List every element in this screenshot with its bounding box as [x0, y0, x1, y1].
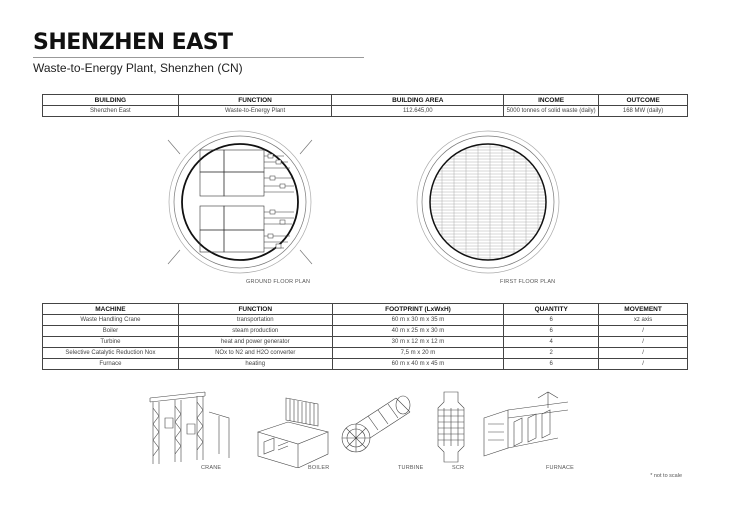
cell-movement: /	[599, 337, 688, 348]
cell-quantity: 2	[504, 348, 599, 359]
cell-function: Waste-to-Energy Plant	[178, 106, 332, 117]
cell-machine: Boiler	[43, 326, 179, 337]
roof-grid	[424, 142, 552, 262]
header-building: BUILDING	[43, 95, 179, 106]
cell-building: Shenzhen East	[43, 106, 179, 117]
crane-drawing	[145, 388, 235, 468]
header-income: INCOME	[504, 95, 599, 106]
boiler-caption: BOILER	[308, 465, 330, 471]
turbine-drawing	[338, 390, 418, 466]
table-header-row	[43, 304, 688, 315]
cell-machine: Waste Handling Crane	[43, 315, 179, 326]
cell-building-area: 112.645,00	[332, 106, 504, 117]
cell-footprint: 30 m x 12 m x 12 m	[332, 337, 504, 348]
first-floor-plan	[404, 126, 574, 284]
table-row	[43, 315, 688, 326]
boiler-drawing	[248, 392, 338, 468]
scale-note: * not to scale	[650, 473, 682, 479]
header-footprint: FOOTPRINT (LxWxH)	[332, 304, 504, 315]
crane-caption: CRANE	[201, 465, 222, 471]
furnace-caption: FURNACE	[546, 465, 574, 471]
header-function: FUNCTION	[178, 95, 332, 106]
page-subtitle: Waste-to-Energy Plant, Shenzhen (CN)	[33, 61, 243, 75]
cell-machine: Selective Catalytic Reduction Nox	[43, 348, 179, 359]
turbine-caption: TURBINE	[398, 465, 424, 471]
table-header-row	[43, 95, 688, 106]
cell-machine: Turbine	[43, 337, 179, 348]
header-machine: MACHINE	[43, 304, 179, 315]
first-floor-caption: FIRST FLOOR PLAN	[500, 279, 556, 285]
cell-function: steam production	[178, 326, 332, 337]
cell-quantity: 6	[504, 315, 599, 326]
page-title: SHENZHEN EAST	[33, 30, 233, 55]
cell-footprint: 7,5 m x 20 m	[332, 348, 504, 359]
cell-footprint: 40 m x 25 m x 30 m	[332, 326, 504, 337]
cell-quantity: 6	[504, 359, 599, 370]
cell-income: 5000 tonnes of solid waste (daily)	[504, 106, 599, 117]
cell-outcome: 168 MW (daily)	[599, 106, 688, 117]
cell-quantity: 4	[504, 337, 599, 348]
header-outcome: OUTCOME	[599, 95, 688, 106]
roof-grid-lines	[424, 142, 552, 262]
cell-machine: Furnace	[43, 359, 179, 370]
table-row	[43, 359, 688, 370]
cell-function: heating	[178, 359, 332, 370]
title-rule	[33, 57, 364, 58]
table-row	[43, 106, 688, 117]
ground-floor-plan	[160, 126, 330, 284]
scr-caption: SCR	[452, 465, 465, 471]
header-function: FUNCTION	[178, 304, 332, 315]
furnace-drawing	[478, 388, 578, 466]
table-row	[43, 348, 688, 359]
header-building-area: BUILDING AREA	[332, 95, 504, 106]
building-table	[42, 94, 688, 117]
cell-function: transportation	[178, 315, 332, 326]
cell-movement: /	[599, 359, 688, 370]
cell-movement: /	[599, 348, 688, 359]
cell-function: heat and power generator	[178, 337, 332, 348]
cell-footprint: 60 m x 30 m x 35 m	[332, 315, 504, 326]
cell-function: NOx to N2 and H2O converter	[178, 348, 332, 359]
scr-drawing	[434, 388, 468, 466]
ground-floor-caption: GROUND FLOOR PLAN	[246, 279, 311, 285]
header-quantity: QUANTITY	[504, 304, 599, 315]
machine-table	[42, 303, 688, 370]
header-movement: MOVEMENT	[599, 304, 688, 315]
cell-quantity: 6	[504, 326, 599, 337]
cell-footprint: 60 m x 40 m x 45 m	[332, 359, 504, 370]
table-row	[43, 326, 688, 337]
cell-movement: /	[599, 326, 688, 337]
cell-movement: xz axis	[599, 315, 688, 326]
table-row	[43, 337, 688, 348]
